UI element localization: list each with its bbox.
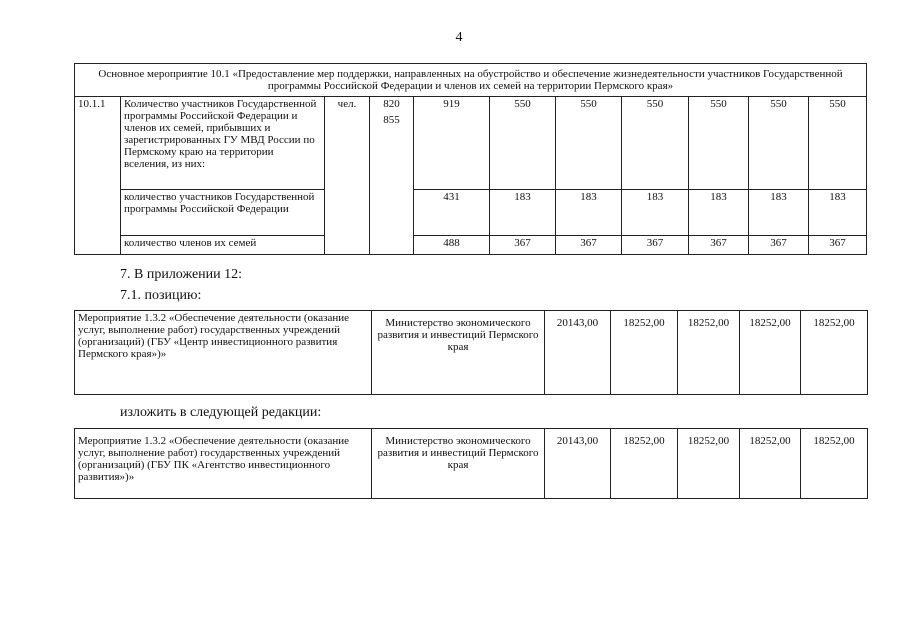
base-value-b: 855 [383, 114, 400, 126]
value-cell: 488 [414, 236, 490, 255]
table-main-measure [74, 63, 867, 255]
amount-cell: 18252,00 [611, 429, 678, 499]
amount-cell: 18252,00 [801, 311, 868, 395]
value-cell: 367 [622, 236, 689, 255]
value-cell: 183 [556, 190, 622, 236]
value-cell: 367 [556, 236, 622, 255]
value-cell: 367 [809, 236, 867, 255]
amount-cell: 20143,00 [545, 429, 611, 499]
value-cell: 183 [622, 190, 689, 236]
value-cell: 367 [749, 236, 809, 255]
row-number: 10.1.1 [75, 97, 121, 255]
row-main-label: Количество участников Государственной программы Российской Федерации и членов их семей, прибывших и зарегистрированных ГУ МВД России по Пермскому краю на территории вселения, из них: [121, 97, 325, 190]
measure-label: Мероприятие 1.3.2 «Обеспечение деятельности (оказание услуг, выполнение работ) государственных учреждений (организаций) (ГБУ ПК «Агентство инвестиционного развития»)» [75, 429, 372, 499]
amount-cell: 18252,00 [801, 429, 868, 499]
value-cell: 183 [689, 190, 749, 236]
paragraph-appendix: 7. В приложении 12: [120, 267, 243, 282]
value-cell: 367 [689, 236, 749, 255]
row-sub1-label: количество участников Государственной программы Российской Федерации [121, 190, 325, 236]
table-old-position [74, 310, 868, 395]
base-value-cell [370, 97, 414, 255]
base-value-a: 820 [383, 98, 400, 110]
value-cell: 183 [490, 190, 556, 236]
page-number: 4 [455, 30, 463, 45]
amount-cell: 18252,00 [678, 311, 740, 395]
value-cell: 550 [809, 97, 867, 190]
value-cell: 550 [490, 97, 556, 190]
amount-cell: 18252,00 [678, 429, 740, 499]
value-cell: 550 [689, 97, 749, 190]
value-cell: 367 [490, 236, 556, 255]
unit-cell: чел. [325, 97, 370, 255]
measure-label: Мероприятие 1.3.2 «Обеспечение деятельности (оказание услуг, выполнение работ) государственных учреждений (организаций) (ГБУ «Центр инвестиционного развития Пермского края»)» [75, 311, 372, 395]
responsible-org: Министерство экономического развития и инвестиций Пермского края [372, 311, 545, 395]
amount-cell: 20143,00 [545, 311, 611, 395]
table-new-position [74, 428, 868, 499]
paragraph-position: 7.1. позицию: [120, 288, 202, 303]
row-sub2-label: количество членов их семей [121, 236, 325, 255]
amount-cell: 18252,00 [740, 311, 801, 395]
value-cell: 183 [809, 190, 867, 236]
value-cell: 550 [556, 97, 622, 190]
value-cell: 550 [622, 97, 689, 190]
value-cell: 183 [749, 190, 809, 236]
amount-cell: 18252,00 [611, 311, 678, 395]
value-cell: 919 [414, 97, 490, 190]
amount-cell: 18252,00 [740, 429, 801, 499]
value-cell: 550 [749, 97, 809, 190]
value-cell: 431 [414, 190, 490, 236]
responsible-org: Министерство экономического развития и инвестиций Пермского края [372, 429, 545, 499]
main-measure-header: Основное мероприятие 10.1 «Предоставление мер поддержки, направленных на обустройство и обеспечение жизнедеятельности участников Государственной программы Российской Федерации и членов их семей на территории Пермского края» [75, 64, 867, 97]
paragraph-new-edition: изложить в следующей редакции: [120, 405, 322, 420]
